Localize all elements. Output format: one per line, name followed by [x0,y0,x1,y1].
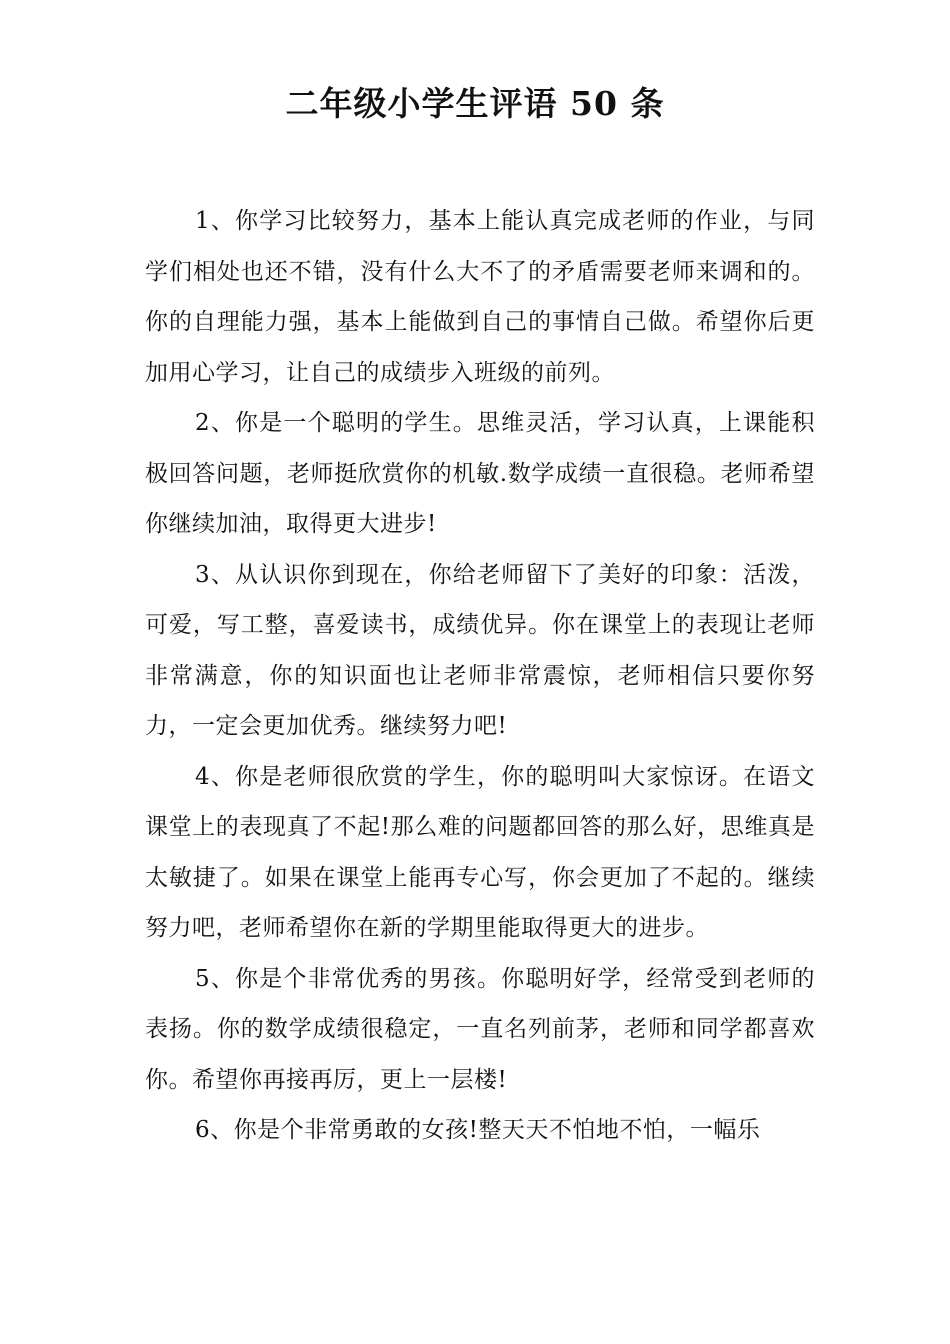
paragraph-4: 4、你是老师很欣赏的学生，你的聪明叫大家惊讶。在语文课堂上的表现真了不起!那么难的问题都回答的那么好，思维真是太敏捷了。如果在课堂上能再专心写，你会更加了不起的。继续努力吧，老师希望你在新的学期里能取得更大的进步。 [145,763,815,941]
paragraph-3: 3、从认识你到现在，你给老师留下了美好的印象：活泼，可爱，写工整，喜爱读书，成绩优异。你在课堂上的表现让老师非常满意，你的知识面也让老师非常震惊，老师相信只要你努力，一定会更加优秀。继续努力吧! [145,561,815,739]
paragraph-2: 2、你是一个聪明的学生。思维灵活，学习认真，上课能积极回答问题，老师挺欣赏你的机敏.数学成绩一直很稳。老师希望你继续加油，取得更大进步! [145,410,815,537]
paragraph-6: 6、你是个非常勇敢的女孩!整天天不怕地不怕，一幅乐 [195,1117,761,1143]
paragraph-5: 5、你是个非常优秀的男孩。你聪明好学，经常受到老师的表扬。你的数学成绩很稳定，一直名列前茅，老师和同学都喜欢你。希望你再接再厉，更上一层楼! [145,965,815,1093]
document-body [145,196,815,1156]
paragraph-1: 1、你学习比较努力，基本上能认真完成老师的作业，与同学们相处也还不错，没有什么大不了的矛盾需要老师来调和的。你的自理能力强，基本上能做到自己的事情自己做。希望你后更加用心学习，让自己的成绩步入班级的前列。 [145,208,815,386]
document-title: 二年级小学生评语 50 条 [285,84,665,123]
